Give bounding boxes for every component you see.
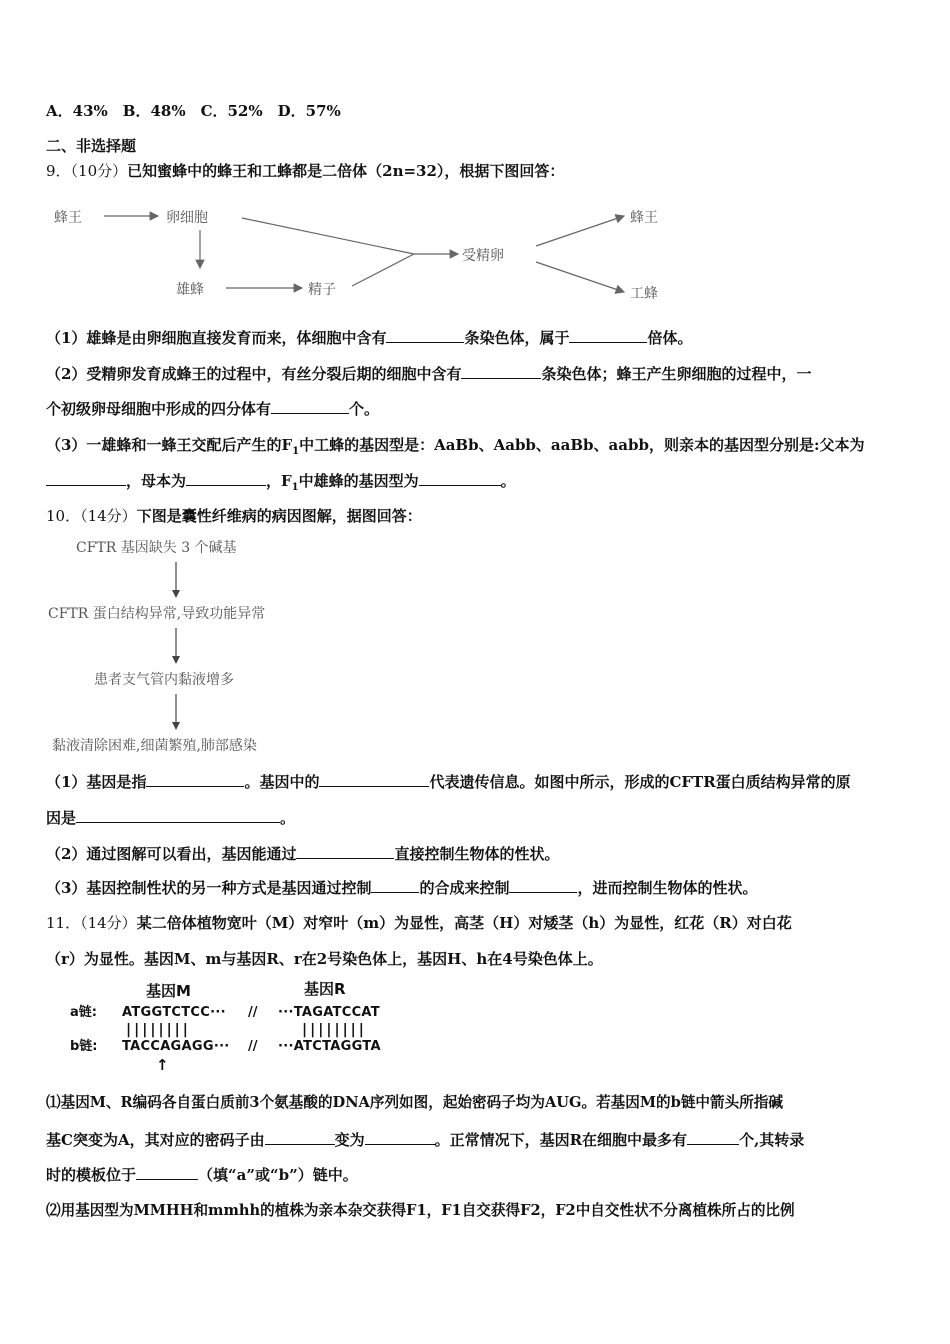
q9-p1-blank2[interactable] (569, 328, 647, 343)
diagram-drone: 雄蜂 (176, 282, 204, 298)
q11-p1-blank4[interactable] (136, 1165, 198, 1180)
q9-p3-text-e: 中雄蜂的基因型为 (298, 472, 419, 490)
q10-p1-text-c: 代表遗传信息。如图中所示，形成的CFTR蛋白质结构异常的原 (429, 773, 851, 791)
q11-part1-line3 (46, 1165, 358, 1185)
q10-p1-text-e: 。 (280, 809, 296, 827)
q9-number: 9． (46, 162, 71, 180)
q10-p1-text-a: （1）基因是指 (46, 773, 147, 791)
b-chain-break: // (248, 1039, 258, 1054)
q11-p1-text-f: 时的模板位于 (46, 1166, 137, 1184)
q10-stem (46, 506, 422, 526)
q11-number: 11． (46, 914, 81, 932)
a-chain-break: // (248, 1005, 258, 1020)
q11-p1-text-c: 变为 (334, 1131, 365, 1149)
q10-number: 10． (46, 507, 81, 525)
q11-part1-line2 (46, 1130, 804, 1150)
q11-p1-text-a: ⑴基因M、R编码各自蛋白质前3个氨基酸的DNA序列如图，起始密码子均为AUG。若基因M的b链中箭头所指碱 (46, 1094, 783, 1111)
q10-p3-text-b: 的合成来控制 (419, 879, 510, 897)
q11-p1-text-d: 。正常情况下，基因R在细胞中最多有 (434, 1131, 688, 1149)
q11-p1-text-b: 基C突变为A，其对应的密码子由 (46, 1131, 265, 1149)
q9-score: （10分） (70, 162, 128, 180)
q10-p3-blank2[interactable] (509, 878, 577, 893)
q11-p1-text-g: （填“a”或“b”）链中。 (198, 1166, 358, 1184)
q10-p2-text-b: 直接控制生物体的性状。 (394, 845, 560, 863)
diagram-queen-out: 蜂王 (630, 210, 658, 226)
q10-part1-line2 (46, 808, 295, 828)
q9-p3-blank1[interactable] (46, 471, 126, 486)
q11-stem-text-a: 某二倍体植物宽叶（M）对窄叶（m）为显性，高茎（H）对矮茎（h）为显性，红花（R）对白花 (136, 914, 792, 932)
q9-p3-blank2[interactable] (186, 471, 266, 486)
q10-p1-blank3[interactable] (76, 808, 280, 823)
q8-options: A．43% B．48% C．52% D．57% (46, 102, 341, 120)
q9-p2-text-a: （2）受精卵发育成蜂王的过程中，有丝分裂后期的细胞中含有 (46, 365, 462, 383)
q9-p1-text-c: 倍体。 (647, 329, 693, 347)
q10-part1-line1 (46, 772, 851, 792)
q10-p3-blank1[interactable] (371, 878, 419, 893)
diagram-worker-out: 工蜂 (630, 286, 658, 302)
flow-step-3: 患者支气管内黏液增多 (94, 672, 234, 688)
flow-step-4: 黏液清除困难,细菌繁殖,肺部感染 (52, 738, 257, 754)
q11-stem-text-b: （r）为显性。基因M、m与基因R、r在2号染色体上，基因H、h在4号染色体上。 (46, 950, 603, 968)
q10-p1-blank2[interactable] (319, 772, 429, 787)
diagram-egg: 卵细胞 (166, 210, 208, 226)
q9-p2-blank2[interactable] (271, 399, 349, 414)
q10-p3-text-c: ，进而控制生物体的性状。 (577, 879, 758, 897)
q10-stem-text: 下图是囊性纤维病的病因图解，据图回答： (136, 507, 422, 525)
q9-p3-text-c: ，母本为 (126, 472, 187, 490)
q9-part3-line1 (46, 435, 864, 462)
flow-step-2: CFTR 蛋白结构异常,导致功能异常 (48, 606, 266, 622)
q9-p3-sub2: 1 (291, 482, 299, 493)
q9-p3-text-a: （3）一雄蜂和一蜂王交配后产生的F (46, 436, 293, 454)
q10-p2-blank[interactable] (296, 844, 394, 859)
hydrogen-bonds-right: |||||||| (302, 1022, 367, 1038)
diagram-sperm: 精子 (308, 282, 336, 298)
q10-p3-text-a: （3）基因控制性状的另一种方式是基因通过控制 (46, 879, 372, 897)
a-chain-right: ···TAGATCCAT (278, 1005, 380, 1020)
q11-p2-text-a: ⑵用基因型为MMHH和mmhh的植株为亲本杂交获得F1，F1自交获得F2，F2中自交性状不分离植株所占的比例 (46, 1202, 795, 1219)
dna-sequence-figure (66, 980, 406, 1074)
q11-p1-blank1[interactable] (265, 1130, 335, 1145)
a-chain-label: a链: (70, 1005, 97, 1020)
b-chain-left: TACCAGAGG··· (122, 1039, 230, 1054)
q11-part1-line1 (46, 1093, 783, 1113)
diagram-fertilized-egg: 受精卵 (462, 248, 504, 264)
q10-p1-blank1[interactable] (146, 772, 244, 787)
q9-p1-blank1[interactable] (386, 328, 464, 343)
q9-p2-blank1[interactable] (461, 364, 541, 379)
q10-p2-text-a: （2）通过图解可以看出，基因能通过 (46, 845, 297, 863)
b-chain-right: ···ATCTAGGTA (278, 1039, 381, 1054)
q9-p3-blank3[interactable] (419, 471, 501, 486)
flow-step-1: CFTR 基因缺失 3 个碱基 (76, 540, 237, 556)
q9-stem (46, 161, 564, 181)
q9-p1-text-b: 条染色体，属于 (464, 329, 570, 347)
b-chain-label: b链: (70, 1039, 98, 1054)
q9-part2-line1 (46, 364, 811, 384)
q10-p1-text-d: 因是 (46, 809, 77, 827)
q11-part2-line1 (46, 1201, 795, 1221)
q9-part3-line2 (46, 471, 516, 498)
q9-stem-text: 已知蜜蜂中的蜂王和工蜂都是二倍体（2n=32），根据下图回答： (127, 162, 565, 180)
section-title: 二、非选择题 (46, 137, 137, 155)
q10-score: （14分） (80, 507, 137, 525)
mutation-arrow-icon: ↑ (156, 1056, 169, 1074)
q11-p1-blank3[interactable] (687, 1130, 739, 1145)
diagram-queen: 蜂王 (54, 210, 82, 226)
q9-part1 (46, 328, 692, 348)
gene-r-label: 基因R (304, 980, 346, 998)
q9-p2-text-c: 个初级卵母细胞中形成的四分体有 (46, 400, 272, 418)
q10-p1-text-b: 。基因中的 (244, 773, 320, 791)
q11-score: （14分） (80, 914, 137, 932)
q9-p3-text-d: ，F (266, 472, 292, 490)
q11-p1-text-e: 个,其转录 (739, 1131, 805, 1149)
q10-part3 (46, 878, 757, 898)
bee-diagram (46, 192, 706, 310)
q9-p3-text-b: 中工蜂的基因型是：AaBb、Aabb、aaBb、aabb，则亲本的基因型分别是:父本为 (299, 436, 865, 454)
q9-part2-line2 (46, 399, 379, 419)
gene-m-label: 基因M (146, 982, 191, 1000)
cftr-flow-diagram (46, 534, 316, 760)
q9-p3-text-f: 。 (500, 472, 516, 490)
q11-stem-line1 (46, 913, 792, 933)
q9-p1-text-a: （1）雄蜂是由卵细胞直接发育而来，体细胞中含有 (46, 329, 387, 347)
a-chain-left: ATGGTCTCC··· (122, 1005, 226, 1020)
hydrogen-bonds-left: |||||||| (126, 1022, 191, 1038)
q9-p2-text-b: 条染色体；蜂王产生卵细胞的过程中，一 (541, 365, 812, 383)
q11-p1-blank2[interactable] (365, 1130, 435, 1145)
q9-p2-text-d: 个。 (349, 400, 380, 418)
q11-stem-line2 (46, 949, 603, 969)
q10-part2 (46, 844, 559, 864)
q9-p3-sub: 1 (292, 446, 300, 457)
